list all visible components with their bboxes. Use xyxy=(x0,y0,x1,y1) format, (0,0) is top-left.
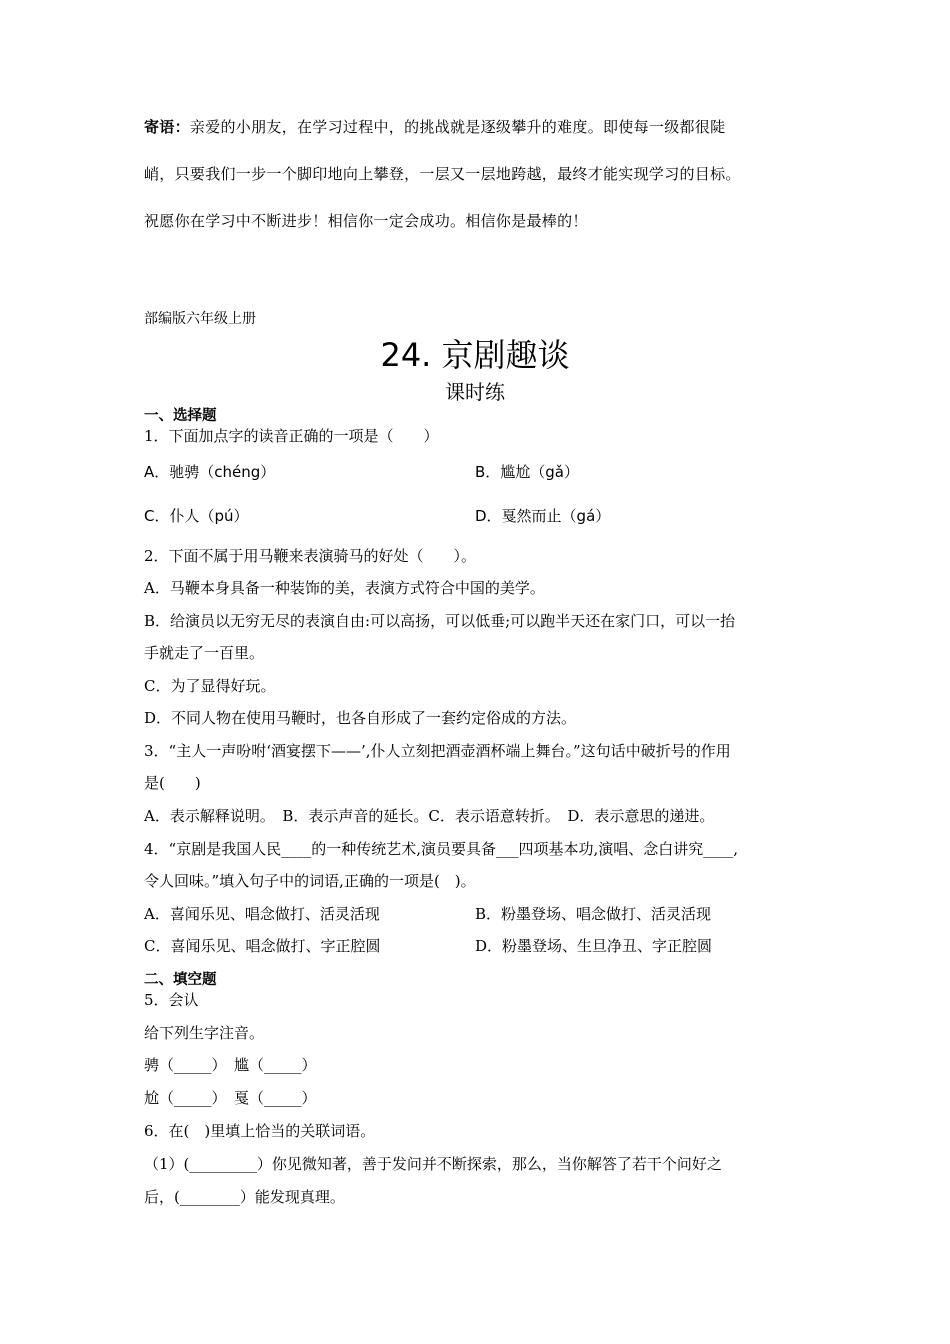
page-subtitle: 课时练 xyxy=(445,380,505,404)
question-5-row-1: 骋（_____） 尴（_____） xyxy=(144,1056,317,1074)
question-5-stem: 5．会认 xyxy=(144,991,199,1009)
question-4-stem-line-1: 4．“京剧是我国人民____的一种传统艺术,演员要具备___四项基本功,演唱、念白讲究____, xyxy=(144,840,739,858)
question-2-option-d: D．不同人物在使用马鞭时，也各自形成了一套约定俗成的方法。 xyxy=(144,709,577,727)
question-3-stem-line-2: 是( ) xyxy=(144,774,201,792)
question-6-stem: 6．在( )里填上恰当的关联词语。 xyxy=(144,1122,376,1140)
question-4-option-c: C．喜闻乐见、唱念做打、字正腔圆 xyxy=(144,937,381,955)
question-6-line-1: （1）(_________）你见微知著，善于发问并不断探索，那么，当你解答了若干个问好之 xyxy=(144,1155,722,1173)
question-3-stem-line-1: 3．“主人一声吩咐‘酒宴摆下——’,仆人立刻把酒壶酒杯端上舞台。”这句话中破折号的作用 xyxy=(144,742,731,760)
question-3-options: A．表示解释说明。 B．表示声音的延长。C．表示语意转折。 D．表示意思的递进。 xyxy=(144,807,715,825)
section-heading-choice: 一、选择题 xyxy=(144,408,217,424)
question-2-option-b-line-2: 手就走了一百里。 xyxy=(144,644,265,662)
message-label: 寄语： xyxy=(144,118,190,136)
question-2-option-c: C．为了显得好玩。 xyxy=(144,677,276,695)
question-4-option-b: B．粉墨登场、唱念做打、活灵活现 xyxy=(475,905,712,923)
section-heading-fill: 二、填空题 xyxy=(144,972,217,988)
message-text-1: 亲爱的小朋友，在学习过程中，的挑战就是逐级攀升的难度。即使每一级都很陡 xyxy=(189,118,726,136)
question-1-option-c: C．仆人（pú） xyxy=(144,507,249,525)
question-1-option-d: D．戛然而止（gá） xyxy=(475,507,611,525)
message-line-1 xyxy=(144,116,725,137)
question-1-option-a: A．驰骋（chéng） xyxy=(144,463,276,481)
question-4-option-d: D．粉墨登场、生旦净丑、字正腔圆 xyxy=(475,937,713,955)
question-2-stem: 2．下面不属于用马鞭来表演骑马的好处（ ）。 xyxy=(144,547,477,565)
question-2-option-b-line-1: B．给演员以无穷无尽的表演自由:可以高扬，可以低垂;可以跑半天还在家门口，可以一抬 xyxy=(144,612,736,630)
question-2-option-a: A．马鞭本身具备一种装饰的美，表演方式符合中国的美学。 xyxy=(144,579,545,597)
message-line-2: 峭，只要我们一步一个脚印地向上攀登，一层又一层地跨越，最终才能实现学习的目标。 xyxy=(144,165,741,183)
question-4-option-a: A．喜闻乐见、唱念做打、活灵活现 xyxy=(144,905,380,923)
question-5-instruction: 给下列生字注音。 xyxy=(144,1024,265,1042)
page-title: 24. 京剧趣谈 xyxy=(380,336,570,374)
question-5-row-2: 尬（_____） 戛（_____） xyxy=(144,1089,317,1107)
edition-label: 部编版六年级上册 xyxy=(144,311,256,327)
question-4-stem-line-2: 令人回味。”填入句子中的词语,正确的一项是( )。 xyxy=(144,872,476,890)
question-1-option-b: B．尴尬（gǎ） xyxy=(475,463,580,481)
question-1-stem: 1．下面加点字的读音正确的一项是（ ） xyxy=(144,427,439,445)
question-6-line-2: 后，(________）能发现真理。 xyxy=(144,1188,345,1206)
message-line-3: 祝愿你在学习中不断进步！相信你一定会成功。相信你是最棒的！ xyxy=(144,212,588,230)
